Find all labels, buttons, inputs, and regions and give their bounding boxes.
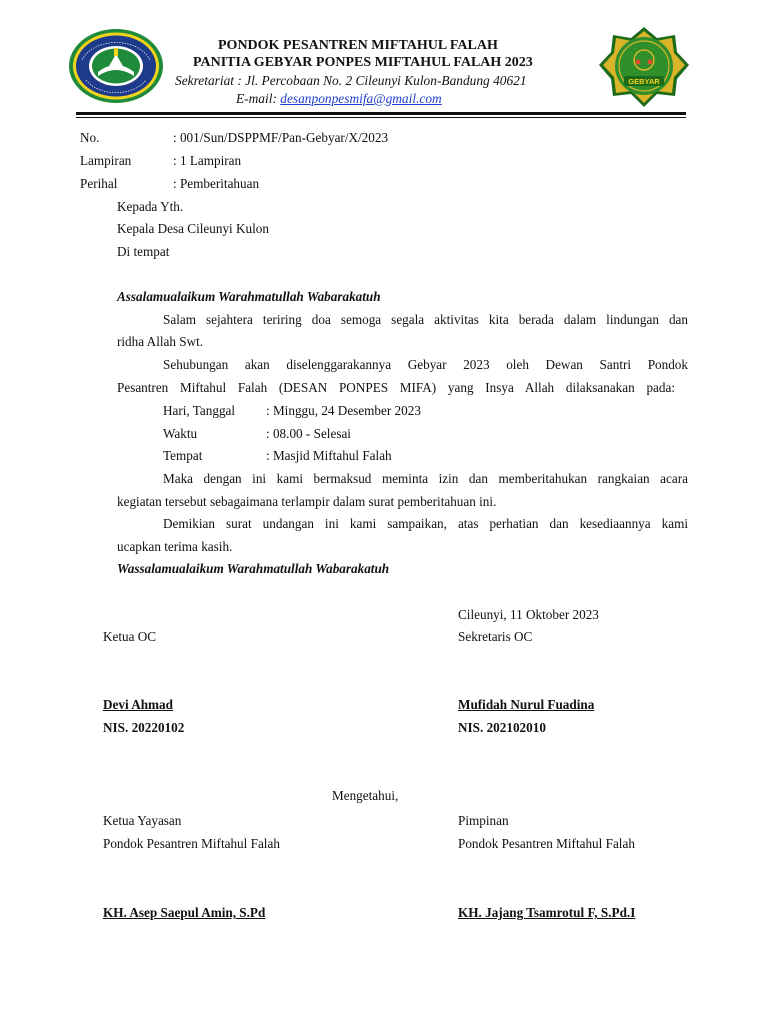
place-date: Cileunyi, 11 Oktober 2023 (458, 607, 599, 622)
header-title-1: PONDOK PESANTREN MIFTAHUL FALAH (218, 38, 498, 53)
hari-value: : Minggu, 24 Desember 2023 (266, 403, 421, 418)
left2-signatory-name: KH. Asep Saepul Amin, S.Pd (103, 905, 266, 920)
left-signatory-nis: NIS. 20220102 (103, 720, 185, 735)
left-role: Ketua OC (103, 629, 157, 644)
paragraph-3-line-1: Maka dengan ini kami bermaksud meminta izin dan memberitahukan rangkaian acara (163, 471, 688, 486)
header-email-line (236, 91, 442, 107)
header-rule-thin (76, 117, 686, 118)
recipient-line-1: Kepada Yth. (117, 199, 184, 214)
email-label: E-mail: (236, 91, 281, 106)
right2-role: Pimpinan (458, 813, 509, 828)
header-address: Sekretariat : Jl. Percobaan No. 2 Cileunyi Kulon-Bandung 40621 (175, 73, 527, 88)
closing: Wassalamualaikum Warahmatullah Wabarakatuh (117, 561, 390, 576)
school-logo-left (68, 28, 164, 104)
email-link[interactable]: desanponpesmifa@gmail.com (280, 91, 442, 106)
paragraph-2-line-2: Pesantren Miftahul Falah (DESAN PONPES MIFA) yang Insya Allah dilaksanakan pada: (117, 380, 675, 395)
paragraph-3-line-2: kegiatan tersebut sebagaimana terlampir dalam surat pemberitahuan ini. (117, 494, 497, 509)
recipient-line-2: Kepala Desa Cileunyi Kulon (117, 221, 269, 236)
lampiran-label: Lampiran (80, 153, 132, 168)
paragraph-1-line-2: ridha Allah Swt. (117, 334, 204, 349)
no-value: : 001/Sun/DSPPMF/Pan-Gebyar/X/2023 (173, 130, 389, 145)
recipient-line-3: Di tempat (117, 244, 170, 259)
lampiran-value: : 1 Lampiran (173, 153, 242, 168)
acknowledge-label: Mengetahui, (332, 788, 399, 803)
no-label: No. (80, 130, 100, 145)
tempat-value: : Masjid Miftahul Falah (266, 448, 392, 463)
right-role: Sekretaris OC (458, 629, 533, 644)
gebyar-logo-right (598, 26, 690, 108)
paragraph-4-line-1: Demikian surat undangan ini kami sampaikan, atas perhatian dan kesediaannya kami (163, 516, 688, 531)
waktu-label: Waktu (163, 426, 198, 441)
paragraph-2-line-1: Sehubungan akan diselenggarakannya Gebyar 2023 oleh Dewan Santri Pondok (163, 357, 688, 372)
header-title-2: PANITIA GEBYAR PONPES MIFTAHUL FALAH 2023 (193, 55, 533, 70)
left-signatory-name: Devi Ahmad (103, 697, 173, 712)
perihal-label: Perihal (80, 176, 118, 191)
greeting: Assalamualaikum Warahmatullah Wabarakatuh (117, 289, 381, 304)
gebyar-logo-text: GEBYAR (628, 77, 660, 86)
paragraph-1-line-1: Salam sejahtera teriring doa semoga segala aktivitas kita berada dalam lindungan dan (163, 312, 688, 327)
perihal-value: : Pemberitahuan (173, 176, 260, 191)
left2-role: Ketua Yayasan (103, 813, 182, 828)
right2-org: Pondok Pesantren Miftahul Falah (458, 836, 635, 851)
paragraph-4-line-2: ucapkan terima kasih. (117, 539, 233, 554)
right2-signatory-name: KH. Jajang Tsamrotul F, S.Pd.I (458, 905, 636, 920)
right-signatory-nis: NIS. 202102010 (458, 720, 546, 735)
hari-label: Hari, Tanggal (163, 403, 236, 418)
left2-org: Pondok Pesantren Miftahul Falah (103, 836, 280, 851)
waktu-value: : 08.00 - Selesai (266, 426, 351, 441)
tempat-label: Tempat (163, 448, 203, 463)
right-signatory-name: Mufidah Nurul Fuadina (458, 697, 595, 712)
header-rule-thick (76, 112, 686, 115)
